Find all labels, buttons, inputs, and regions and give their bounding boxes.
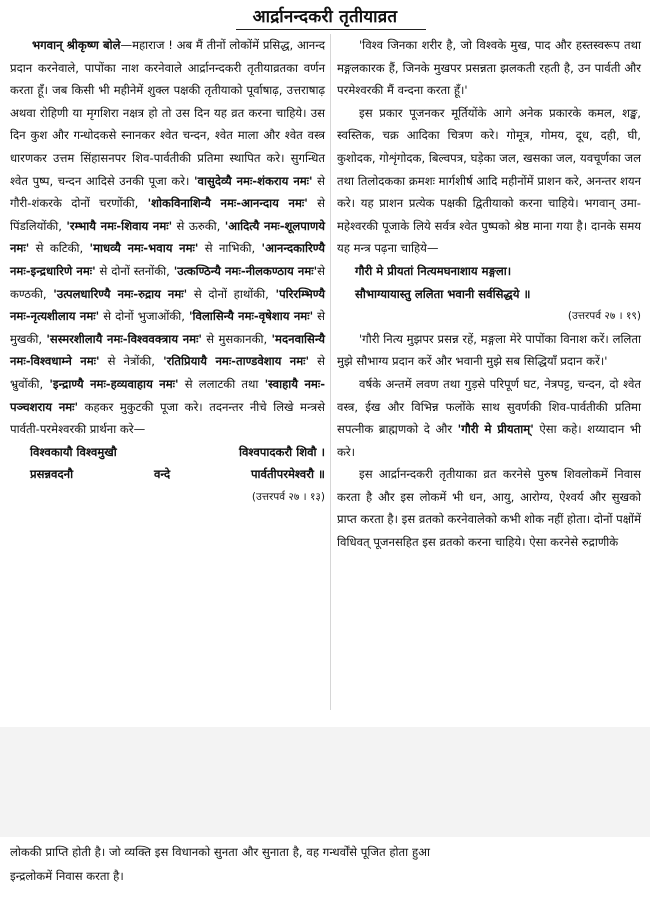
right-paragraph-3: 'गौरी नित्य मुझपर प्रसन्न रहें, मङ्गला मेरे पापोंका विनाश करें। ललिता मुझे सौभाग्य प्रदान करें और भवानी मुझे सब सिद्धियाँ प्रदान करें।' — [337, 331, 641, 369]
text: वर्षके अन्तमें लवण तथा गुड़से परिपूर्ण घट, नेत्रपट्ट, चन्दन, दो श्वेत वस्त्र, ईख और विभिन्न फलोंके साथ सुवर्णकी शिव-पार्वतीकी प्रतिमा सपत्नीक ब्राह्मणको दे और — [337, 376, 641, 437]
left-column — [10, 34, 325, 508]
speaker: भगवान् श्रीकृष्ण बोले — [32, 38, 121, 52]
mantra: 'विलासिन्यै नमः-वृषेशाय नमः' — [188, 309, 314, 324]
text: से भ्रुवोंकी, — [10, 354, 326, 391]
mantra: 'स्वाहायै नमः-पञ्चशराय नमः' — [10, 376, 326, 414]
mantra: 'परिरम्भिण्यै नमः-नृत्यशीलाय नमः' — [10, 286, 325, 324]
verse-line-1: गौरी मे प्रीयतां नित्यमघनाशाय मङ्गला। — [355, 263, 512, 278]
right-paragraph-2: इस प्रकार पूजनकर मूर्तियोंके आगे अनेक प्रकारके कमल, शङ्ख, स्वस्तिक, चक्र आदिका चित्रण करे। गोमूत्र, गोमय, दूध, दही, घी, कुशोदक, गोशृंगोदक, बिल्वपत्र, घड़ेका जल, खसका जल, यवचूर्णका जल तथा तिलोदकका क्रमशः मार्गशीर्ष आदि महीनोंमें प्राशन करे, अनन्तर शयन करे। यह प्राशन प्रत्येक पक्षकी द्वितीयाको करना चाहिये। भगवान् उमा-महेश्वरकी पूजाके लिये सर्वत्र श्वेत पुष्पको श्रेष्ठ माना गया है। दानके समय यह मन्त्र पढ़ना चाहिये— — [337, 105, 641, 256]
verse-part: पार्वतीपरमेश्वरौ ॥ — [250, 467, 325, 482]
mantra: 'उत्कण्ठिन्यै नमः-नीलकण्ठाय नमः' — [173, 263, 318, 278]
verse-reference: (उत्तरपर्व २७ । १३) — [251, 490, 325, 503]
next-page-text: लोककी प्राप्ति होती है। जो व्यक्ति इस विधानको सुनता और सुनाता है, वह गन्धर्वोंसे पूजित होता हुआ इन्द्रलोकमें निवास करता है। — [10, 845, 430, 883]
text: से ललाटकी तथा — [178, 376, 265, 391]
text: से ऊरुकी, — [172, 218, 225, 233]
verse-reference: (उत्तरपर्व २७ । १९) — [567, 310, 641, 323]
mantra: 'रम्भायै नमः-शिवाय नमः' — [66, 218, 173, 233]
text: से मुखकी, — [10, 309, 325, 346]
right-paragraph-1: 'विश्व जिनका शरीर है, जो विश्वके मुख, पाद और हस्तस्वरूप तथा मङ्गलकारक हैं, जिनके मुखपर प्रसन्नता झलकती रहती है, उन पार्वती और परमेश्वरकी मैं वन्दना करता हूँ।' — [337, 38, 641, 98]
text: से नाभिकी, — [198, 241, 262, 256]
verse-line-2 — [10, 463, 325, 486]
verse-part: विश्वकायौ विश्वमुखौ — [30, 444, 117, 459]
text: से दोनों भुजाओंकी, — [99, 309, 189, 324]
right-verse — [337, 260, 641, 305]
mantra: 'इन्द्राण्यै नमः-हव्यवाहाय नमः' — [49, 376, 179, 391]
verse-part: विश्वपादकरौ शिवौ । — [238, 444, 325, 459]
text: से कटिकी, — [29, 241, 90, 256]
verse-part: वन्दे — [153, 467, 171, 482]
text: से नेत्रोंकी, — [99, 354, 164, 369]
left-verse — [10, 441, 325, 486]
mantra: 'आनन्दकारिण्यै नमः-इन्द्रधारिणे नमः' — [10, 241, 325, 278]
right-paragraph-5: इस आर्द्रानन्दकरी तृतीयाका व्रत करनेसे पुरुष शिवलोकमें निवास करता है और इस लोकमें भी धन, आयु, आरोग्य, ऐश्वर्य और सुखको प्राप्त करता है। इस व्रतको करनेवालेको कभी शोक नहीं होता। दोनों पक्षोंमें विधिवत् पूजनसहित इस व्रतको करना चाहिये। ऐसा करनेसे रुद्राणीके — [337, 467, 641, 550]
text: से मुसकानकी, — [201, 331, 272, 346]
right-column — [337, 34, 641, 554]
title-underline — [236, 29, 426, 30]
mantra: 'माधव्यै नमः-भवाय नमः' — [89, 241, 199, 256]
verse-line-2: सौभाग्यायास्तु ललिता भवानी सर्वसिद्धये ॥ — [355, 286, 531, 301]
verse-line-1 — [10, 441, 325, 464]
text: से कण्ठकी, — [10, 263, 325, 301]
left-paragraph-1 — [10, 34, 325, 441]
text: ऐसा कहे। शय्यादान भी करे। — [337, 422, 642, 459]
text: से पिंडलियोंकी, — [10, 196, 325, 233]
column-divider — [330, 34, 331, 710]
top-rule — [0, 0, 650, 4]
right-paragraph-4 — [337, 373, 641, 463]
mantra: 'मदनवासिन्यै नमः-विश्वधाम्ने नमः' — [10, 331, 326, 369]
mantra: 'शोकविनाशिन्यै नमः-आनन्दाय नमः' — [147, 196, 308, 211]
mantra: 'गौरी मे प्रीयताम्' — [457, 422, 534, 437]
mantra: 'रतिप्रियायै नमः-ताण्डवेशाय नमः' — [163, 354, 310, 369]
page-gap — [0, 727, 650, 837]
text: से दोनों हाथोंकी, — [187, 286, 276, 301]
verse-part: प्रसन्नवदनौ — [30, 467, 74, 482]
page-title: आर्द्रानन्दकरी तृतीयाव्रत — [252, 7, 398, 27]
mantra: 'आदित्यै नमः-शूलपाणये नमः' — [10, 218, 325, 256]
text: से दोनों स्तनोंकी, — [95, 263, 174, 278]
mantra: 'वासुदेव्यै नमः-शंकराय नमः' — [193, 173, 313, 188]
text: —महाराज ! अब मैं तीनों लोकोंमें प्रसिद्ध, आनन्द प्रदान करनेवाले, पापोंका नाश करनेवाले आर्द्रानन्दकरी तृतीयाव्रतका वर्णन करता हूँ। जब किसी भी महीनेमें शुक्ल पक्षकी तृतीयाको पूर्वाषाढ़, उत्तराषाढ़ अथवा रोहिणी या मृगशिरा नक्षत्र हो तो उस दिन यह व्रत करना चाहिये। उस दिन कुश और गन्धोदकसे स्नानकर श्वेत चन्दन, श्वेत माला और श्वेत वस्त्र धारणकर उत्तम सिंहासनपर शिव-पार्वतीकी प्रतिमा स्थापित करे। सुगन्धित श्वेत पुष्प, चन्दन आदिसे उनकी पूजा करे। — [10, 38, 325, 188]
text: कहकर मुकुटकी पूजा करे। तदनन्तर नीचे लिखे मन्त्रसे पार्वती-परमेश्वरकी प्रार्थना करे— — [10, 399, 325, 437]
mantra: 'उत्पलधारिण्यै नमः-रुद्राय नमः' — [53, 286, 188, 301]
text: से गौरी-शंकरके दोनों चरणोंकी, — [10, 173, 325, 211]
mantra: 'सस्मरशीलायै नमः-विश्ववक्त्राय नमः' — [46, 331, 202, 346]
